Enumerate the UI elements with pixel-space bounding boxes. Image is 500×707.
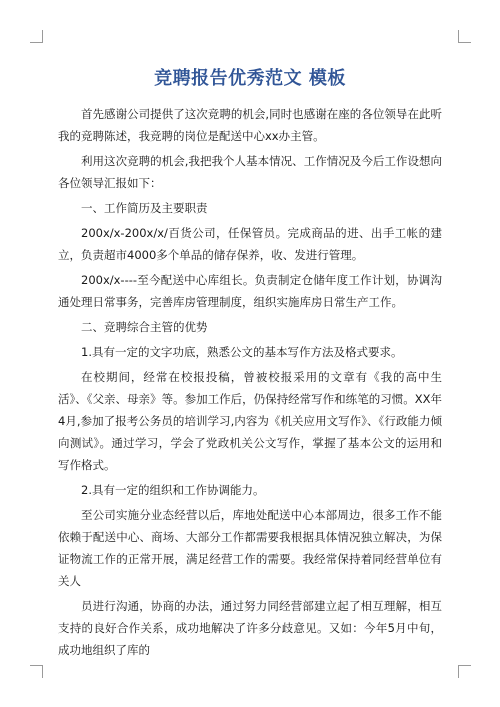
paragraph: 员进行沟通，协商的办法，通过努力同经营部建立起了相互理解，相互支持的良好合作关系，成功地解决了许多分歧意见。又如：今年5月中旬，成功地组织了库的 <box>58 599 442 657</box>
crop-mark-bottom-right <box>458 665 471 678</box>
document-body <box>58 103 442 664</box>
document-title: 竞聘报告优秀范文 模板 <box>154 68 346 89</box>
paragraph: 在校期间，经常在校报投稿，曾被校报采用的文章有《我的高中生活》、《父亲、母亲》等。参加工作后，仍保持经常写作和练笔的习惯。XX年4月,参加了报考公务员的培训学习,内容为《机关应用文写作》、《行政能力倾向测试》。通过学习，学会了党政机关公文写作，掌握了基本公文的运用和写作格式。 <box>58 370 442 472</box>
section-heading: 一、工作简历及主要职责 <box>81 201 208 215</box>
paragraph: 首先感谢公司提供了这次竞聘的机会,同时也感谢在座的各位领导在此听我的竞聘陈述，我竞聘的岗位是配送中心xx办主管。 <box>58 107 442 143</box>
crop-mark-top-right <box>458 30 471 43</box>
paragraph: 至公司实施分业态经营以后，库地处配送中心本部周边，很多工作不能依赖于配送中心、商场、大部分工作都需要我根据具体情况独立解决，为保证物流工作的正常开展，满足经营工作的需要。我经常保持着同经营单位有关人 <box>58 508 442 588</box>
paragraph: 200x/x----至今配送中心库组长。负责制定仓储年度工作计划，协调沟通处理日常事务，完善库房管理制度，组织实施库房日常生产工作。 <box>58 273 442 309</box>
crop-mark-top-left <box>30 30 43 43</box>
subheading: 2.具有一定的组织和工作协调能力。 <box>81 483 265 497</box>
crop-mark-bottom-left <box>30 665 43 678</box>
subheading: 1.具有一定的文字功底，熟悉公文的基本写作方法及格式要求。 <box>81 345 403 359</box>
paragraph: 200x/x-200x/x/百货公司，任保管员。完成商品的进、出手工帐的建立，负责超市4000多个单品的储存保养，收、发进行管理。 <box>58 226 442 262</box>
section-heading: 二、竞聘综合主管的优势 <box>81 320 208 334</box>
paragraph: 利用这次竞聘的机会,我把我个人基本情况、工作情况及今后工作设想向各位领导汇报如下： <box>58 154 442 190</box>
